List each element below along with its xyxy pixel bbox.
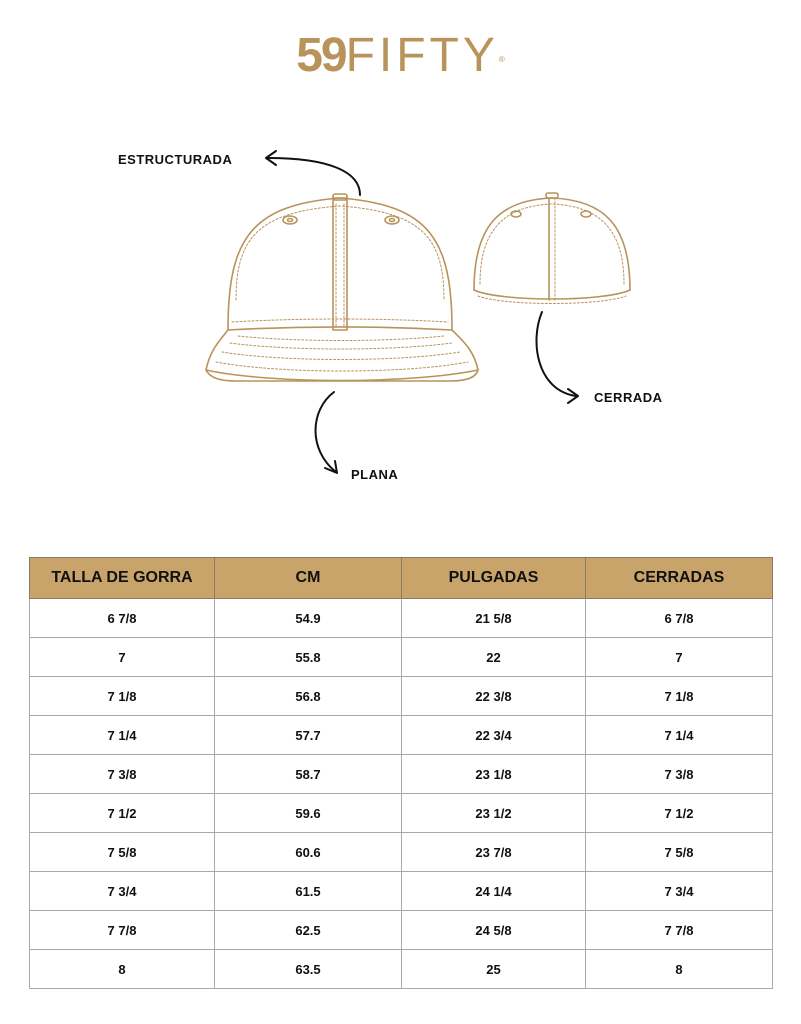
cell-cm: 59.6 <box>215 794 402 833</box>
callout-plana: PLANA <box>351 467 399 482</box>
table-row <box>30 755 773 794</box>
cell-talla: 6 7/8 <box>30 599 215 638</box>
cell-talla: 7 1/8 <box>30 677 215 716</box>
cell-talla: 7 5/8 <box>30 833 215 872</box>
cap-illustration <box>0 120 801 520</box>
cell-talla: 7 3/8 <box>30 755 215 794</box>
cell-pulgadas: 22 3/4 <box>402 716 586 755</box>
cell-cm: 54.9 <box>215 599 402 638</box>
header-cerradas: CERRADAS <box>586 558 773 599</box>
fitted-cap-back-icon <box>474 193 630 304</box>
size-chart-table <box>29 557 773 989</box>
cell-pulgadas: 23 1/2 <box>402 794 586 833</box>
cell-pulgadas: 22 <box>402 638 586 677</box>
cell-cerradas: 8 <box>586 950 773 989</box>
cell-cm: 57.7 <box>215 716 402 755</box>
cell-cerradas: 7 3/4 <box>586 872 773 911</box>
cell-cm: 62.5 <box>215 911 402 950</box>
cell-pulgadas: 22 3/8 <box>402 677 586 716</box>
cell-talla: 7 7/8 <box>30 911 215 950</box>
cell-cerradas: 7 1/8 <box>586 677 773 716</box>
logo-word: FIFTY <box>345 29 499 82</box>
table-row <box>30 911 773 950</box>
cell-pulgadas: 23 1/8 <box>402 755 586 794</box>
curved-arrow-icon <box>266 151 578 473</box>
cell-cm: 56.8 <box>215 677 402 716</box>
cell-cm: 55.8 <box>215 638 402 677</box>
cell-cerradas: 7 1/2 <box>586 794 773 833</box>
cell-cm: 61.5 <box>215 872 402 911</box>
callout-estructurada: ESTRUCTURADA <box>118 152 233 167</box>
table-row <box>30 794 773 833</box>
header-talla-de-gorra: TALLA DE GORRA <box>30 558 215 599</box>
table-row <box>30 638 773 677</box>
cell-pulgadas: 25 <box>402 950 586 989</box>
cell-cm: 60.6 <box>215 833 402 872</box>
table-header-row <box>30 558 773 599</box>
cell-pulgadas: 24 5/8 <box>402 911 586 950</box>
cell-pulgadas: 23 7/8 <box>402 833 586 872</box>
cell-cm: 58.7 <box>215 755 402 794</box>
header-pulgadas: PULGADAS <box>402 558 586 599</box>
cell-cerradas: 7 1/4 <box>586 716 773 755</box>
table-row <box>30 833 773 872</box>
callout-cerrada: CERRADA <box>594 390 663 405</box>
cell-talla: 7 1/2 <box>30 794 215 833</box>
cell-talla: 7 3/4 <box>30 872 215 911</box>
cell-pulgadas: 24 1/4 <box>402 872 586 911</box>
cell-cm: 63.5 <box>215 950 402 989</box>
cell-cerradas: 7 5/8 <box>586 833 773 872</box>
table-row <box>30 599 773 638</box>
structured-cap-front-icon <box>206 194 478 381</box>
header-cm: CM <box>215 558 402 599</box>
cell-cerradas: 6 7/8 <box>586 599 773 638</box>
table-row <box>30 716 773 755</box>
logo-registered-mark: ® <box>498 55 505 64</box>
cell-talla: 7 1/4 <box>30 716 215 755</box>
table-row <box>30 950 773 989</box>
logo-number: 59 <box>296 29 346 82</box>
cell-cerradas: 7 7/8 <box>586 911 773 950</box>
brand-logo <box>0 30 801 82</box>
table-row <box>30 677 773 716</box>
table-row <box>30 872 773 911</box>
cell-cerradas: 7 <box>586 638 773 677</box>
cell-pulgadas: 21 5/8 <box>402 599 586 638</box>
cell-talla: 8 <box>30 950 215 989</box>
cell-talla: 7 <box>30 638 215 677</box>
cell-cerradas: 7 3/8 <box>586 755 773 794</box>
